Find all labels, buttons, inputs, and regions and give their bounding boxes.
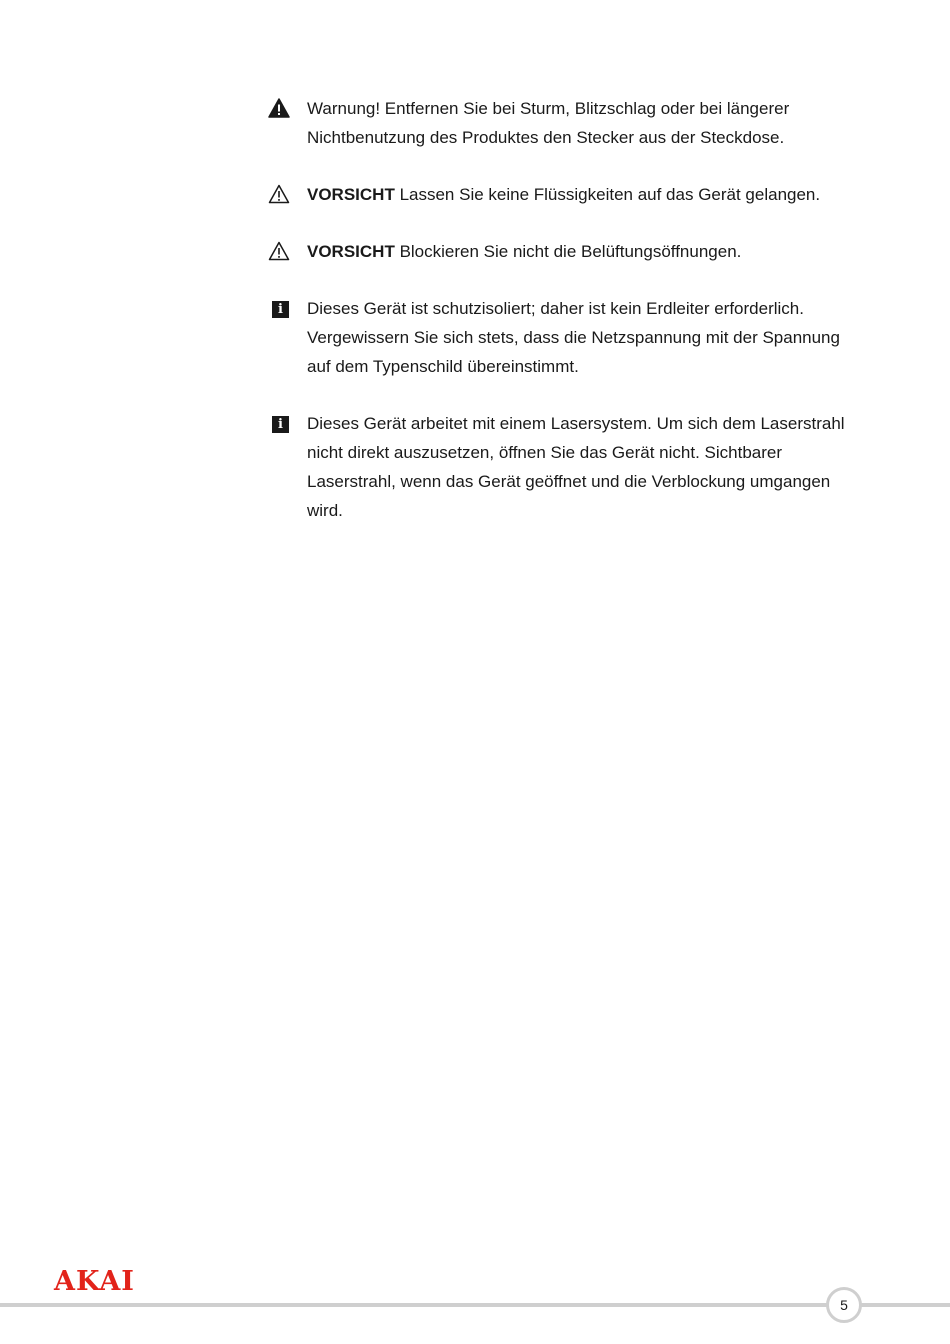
notice-text: [307, 94, 867, 152]
notice-body: Dieses Gerät ist schutzisoliert; daher ist kein Erdleiter erforderlich. Vergewissern Sie sich stets, dass die Netzspannung mit der Spannung auf dem Typenschild übereinstimmt.: [307, 299, 840, 376]
notice-text: [307, 237, 867, 266]
notice-text: [307, 294, 867, 381]
notice-info-laser: [268, 409, 868, 525]
notice-label: VORSICHT: [307, 185, 395, 204]
caution-outline-icon: [268, 183, 294, 205]
info-icon-glyph: i: [272, 416, 289, 433]
notice-text: [307, 409, 867, 525]
info-icon: [268, 412, 294, 434]
notice-body: Lassen Sie keine Flüssigkeiten auf das Gerät gelangen.: [394, 185, 821, 204]
notice-body: Dieses Gerät arbeitet mit einem Lasersystem. Um sich dem Laserstrahl nicht direkt auszusetzen, öffnen Sie das Gerät nicht. Sichtbarer Laserstrahl, wenn das Gerät geöffnet und die Verblockung umgangen wird.: [307, 414, 845, 520]
notice-label: VORSICHT: [307, 242, 395, 261]
warning-filled-icon: [268, 97, 294, 119]
caution-outline-icon: [268, 240, 294, 262]
footer-divider: [0, 1303, 950, 1307]
notice-text: [307, 180, 867, 209]
page-number: 5: [826, 1287, 862, 1323]
notice-list: [268, 94, 868, 553]
notice-caution-liquids: [268, 180, 868, 209]
notice-body: Blockieren Sie nicht die Belüftungsöffnungen.: [394, 242, 742, 261]
notice-warning: [268, 94, 868, 152]
notice-caution-vents: [268, 237, 868, 266]
info-icon-glyph: i: [272, 301, 289, 318]
brand-logo: AKAI: [54, 1266, 135, 1297]
info-icon: [268, 297, 294, 319]
notice-body: Warnung! Entfernen Sie bei Sturm, Blitzschlag oder bei längerer Nichtbenutzung des Produktes den Stecker aus der Steckdose.: [307, 99, 790, 147]
notice-info-insulation: [268, 294, 868, 381]
